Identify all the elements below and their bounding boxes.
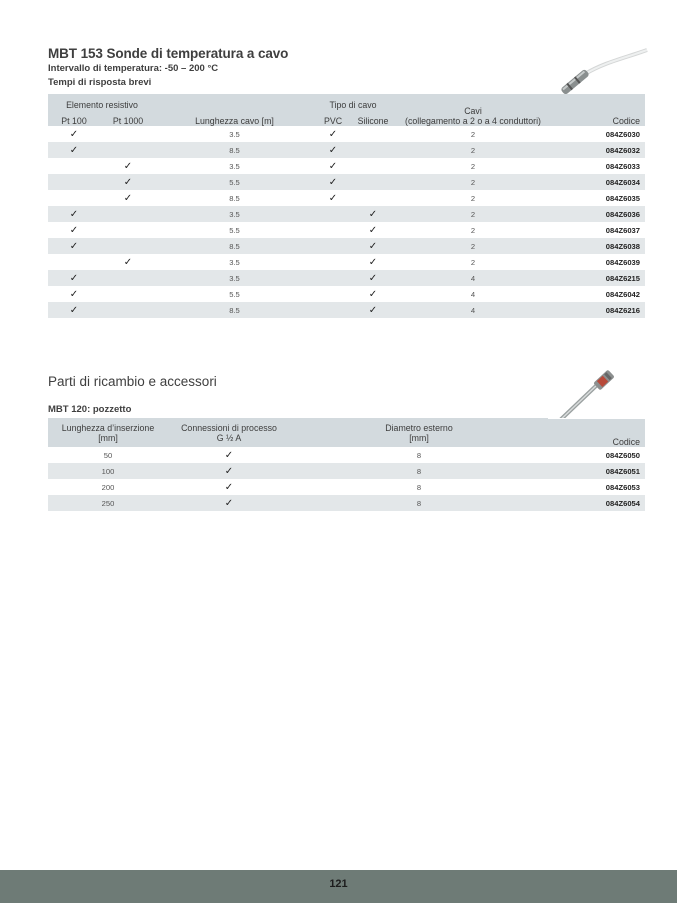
- cell-code: 084Z6039: [605, 257, 640, 267]
- table-row: [48, 479, 645, 495]
- cell-len: 5.5: [229, 289, 240, 299]
- table-row: [48, 190, 645, 206]
- section-subtitle-temperature: Intervallo di temperatura: -50 – 200 °C: [48, 63, 219, 74]
- cell-len: 3.5: [229, 273, 240, 283]
- cell-len: 200: [101, 482, 115, 492]
- table-row: [48, 463, 645, 479]
- table-row: [48, 158, 645, 174]
- cell-pvc: [313, 254, 353, 270]
- cell-code: 084Z6215: [605, 273, 640, 283]
- cell-diam: 8: [416, 466, 422, 476]
- table-row: [48, 302, 645, 318]
- table-row: [48, 447, 645, 463]
- cell-code: 084Z6036: [605, 209, 640, 219]
- table-row: [48, 126, 645, 142]
- table-row: [48, 254, 645, 270]
- cell-code: 084Z6042: [605, 289, 640, 299]
- cell-len: 8.5: [229, 193, 240, 203]
- cell-cavi: 2: [470, 241, 476, 251]
- cell-pvc: ✓: [328, 160, 338, 172]
- cell-conn: ✓: [224, 497, 234, 509]
- cell-sil: [353, 190, 393, 206]
- cell-pvc: ✓: [328, 176, 338, 188]
- cell-diam: 8: [416, 498, 422, 508]
- table-row: [48, 142, 645, 158]
- header-lunghezza: Lunghezza cavo [m]: [195, 116, 274, 126]
- cell-pvc: [313, 302, 353, 318]
- cell-pvc: ✓: [328, 128, 338, 140]
- cell-sil: [353, 142, 393, 158]
- cell-pt100: ✓: [69, 304, 79, 316]
- cell-cavi: 2: [470, 209, 476, 219]
- cell-pvc: [313, 270, 353, 286]
- header-lunghezza-inserzione: Lunghezza d’inserzione [mm]: [61, 422, 155, 443]
- cell-code: 084Z6054: [605, 498, 640, 508]
- table-row: [48, 238, 645, 254]
- cell-pt100: [48, 158, 100, 174]
- cell-cavi: 2: [470, 161, 476, 171]
- cell-pt100: ✓: [69, 144, 79, 156]
- cell-sil: [353, 126, 393, 142]
- cell-diam: 8: [416, 450, 422, 460]
- cell-code: 084Z6053: [605, 482, 640, 492]
- cell-pt100: ✓: [69, 288, 79, 300]
- cell-pt100: [48, 174, 100, 190]
- cell-len: 3.5: [229, 209, 240, 219]
- section-title: MBT 153 Sonde di temperatura a cavo: [48, 46, 289, 61]
- cell-conn: ✓: [224, 465, 234, 477]
- cell-pt1000: [100, 206, 156, 222]
- cell-cavi: 2: [470, 177, 476, 187]
- cell-pt100: ✓: [69, 224, 79, 236]
- cell-pt1000: ✓: [123, 160, 133, 172]
- cell-cavi: 2: [470, 193, 476, 203]
- cell-pt1000: [100, 238, 156, 254]
- cell-pvc: [313, 222, 353, 238]
- cell-pt100: ✓: [69, 208, 79, 220]
- cell-code: 084Z6050: [605, 450, 640, 460]
- cell-sil: ✓: [368, 272, 378, 284]
- section-subtitle-response: Tempi di risposta brevi: [48, 77, 152, 88]
- cell-code: 084Z6032: [605, 145, 640, 155]
- cell-len: 3.5: [229, 257, 240, 267]
- cell-conn: ✓: [224, 449, 234, 461]
- header-pvc: PVC: [323, 116, 343, 126]
- probe-image: [555, 44, 650, 99]
- table-row: [48, 206, 645, 222]
- cell-len: 5.5: [229, 177, 240, 187]
- header-codice: Codice: [612, 116, 640, 126]
- cell-pt1000: ✓: [123, 192, 133, 204]
- cell-pvc: [313, 206, 353, 222]
- cell-sil: ✓: [368, 240, 378, 252]
- cell-cavi: 4: [470, 273, 476, 283]
- header-silicone: Silicone: [357, 116, 389, 126]
- cell-len: 5.5: [229, 225, 240, 235]
- cell-pt100: [48, 190, 100, 206]
- cell-len: 8.5: [229, 241, 240, 251]
- cell-len: 250: [101, 498, 115, 508]
- cell-len: 100: [101, 466, 115, 476]
- cell-code: 084Z6034: [605, 177, 640, 187]
- header-codice-2: Codice: [548, 418, 645, 447]
- cell-pt1000: [100, 286, 156, 302]
- cell-sil: ✓: [368, 208, 378, 220]
- cell-len: 50: [103, 450, 113, 460]
- cell-pvc: ✓: [328, 144, 338, 156]
- cell-pt1000: [100, 270, 156, 286]
- cell-len: 8.5: [229, 145, 240, 155]
- table-row: [48, 174, 645, 190]
- cell-pvc: ✓: [328, 192, 338, 204]
- accessories-title: Parti di ricambio e accessori: [48, 374, 217, 389]
- cell-code: 084Z6037: [605, 225, 640, 235]
- cell-sil: [353, 174, 393, 190]
- cell-code: 084Z6033: [605, 161, 640, 171]
- cell-sil: ✓: [368, 256, 378, 268]
- cell-code: 084Z6035: [605, 193, 640, 203]
- cell-cavi: 4: [470, 305, 476, 315]
- cell-sil: [353, 158, 393, 174]
- cell-cavi: 2: [470, 225, 476, 235]
- cell-pt100: [48, 254, 100, 270]
- cell-pvc: [313, 286, 353, 302]
- cell-pt100: ✓: [69, 240, 79, 252]
- cell-pt1000: [100, 302, 156, 318]
- cell-sil: ✓: [368, 288, 378, 300]
- header-tipo: Tipo di cavo: [329, 100, 377, 110]
- header-elemento: Elemento resistivo: [66, 100, 138, 110]
- accessories-subtitle: MBT 120: pozzetto: [48, 404, 132, 415]
- cell-cavi: 2: [470, 145, 476, 155]
- cell-cavi: 2: [470, 129, 476, 139]
- table-row: [48, 286, 645, 302]
- cell-pvc: [313, 238, 353, 254]
- cell-cavi: 4: [470, 289, 476, 299]
- cell-pt1000: ✓: [123, 176, 133, 188]
- cell-code: 084Z6038: [605, 241, 640, 251]
- probe-table: [48, 94, 645, 318]
- header-diametro: Diametro esterno [mm]: [385, 422, 453, 443]
- header-pt1000: Pt 1000: [112, 116, 144, 126]
- cell-pt1000: [100, 222, 156, 238]
- cell-diam: 8: [416, 482, 422, 492]
- cell-sil: ✓: [368, 304, 378, 316]
- cell-len: 3.5: [229, 161, 240, 171]
- cell-len: 8.5: [229, 305, 240, 315]
- cell-cavi: 2: [470, 257, 476, 267]
- cell-pt1000: [100, 142, 156, 158]
- cell-sil: ✓: [368, 224, 378, 236]
- header-connessioni: Connessioni di processo G ½ A: [181, 422, 277, 443]
- cell-pt1000: ✓: [123, 256, 133, 268]
- cell-pt100: ✓: [69, 128, 79, 140]
- cell-code: 084Z6030: [605, 129, 640, 139]
- table-row: [48, 495, 645, 511]
- cell-code: 084Z6216: [605, 305, 640, 315]
- page-number: 121: [329, 878, 348, 890]
- thermowell-table: [48, 418, 645, 511]
- cell-conn: ✓: [224, 481, 234, 493]
- cell-len: 3.5: [229, 129, 240, 139]
- header-pt100: Pt 100: [61, 116, 87, 126]
- header-cavi: Cavi (collegamento a 2 o a 4 conduttori): [405, 106, 541, 126]
- table-row: [48, 222, 645, 238]
- cell-pt1000: [100, 126, 156, 142]
- cell-code: 084Z6051: [605, 466, 640, 476]
- cell-pt100: ✓: [69, 272, 79, 284]
- table-row: [48, 270, 645, 286]
